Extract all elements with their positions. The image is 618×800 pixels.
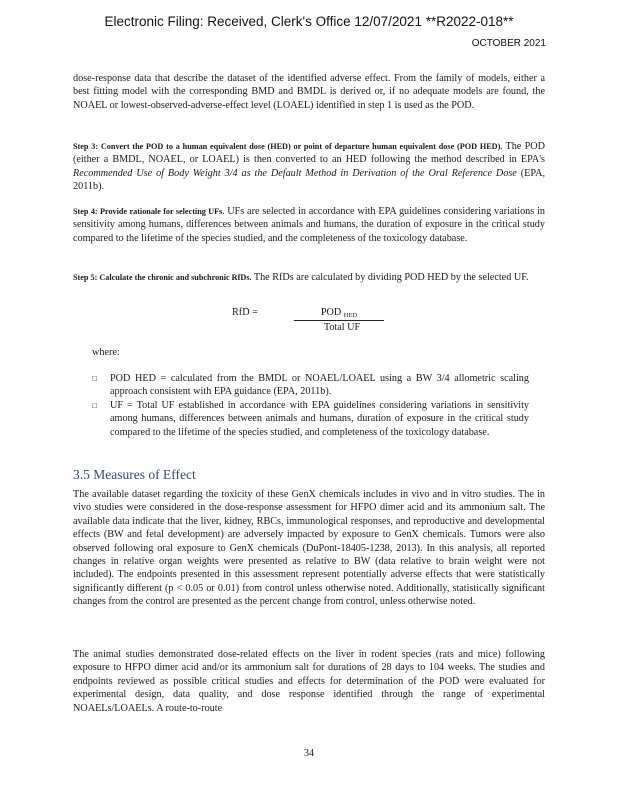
step-3: [73, 140, 545, 194]
list-item: □ UF = Total UF established in accordance with EPA guidelines considering variations in sensitivity among humans, differences between animals and humans, duration of exposure in the critical study compared to the lifetime of the species studied, and completeness of the toxicology database.: [92, 399, 529, 438]
page-number: 34: [304, 748, 314, 759]
document-date: OCTOBER 2021: [471, 38, 546, 49]
section-paragraph-1: The available dataset regarding the toxicity of these GenX chemicals includes in vivo and in vitro studies. The in vivo studies were considered in the dose-response assessment for HFPO dimer acid and its ammonium salt. The available data indicate that the liver, kidney, RBCs, immunological responses, and reproductive and developmental effects (BW and fetal development) are adversely impacted by exposure to GenX chemicals. Tumors were also observed following oral exposure to GenX chemicals (DuPont-18405-1238, 2013). In this analysis, all reported changes in relative organ weights were presented as relative to BW (data relative to brain weight were not included). The endpoints presented in this assessment represent potentially adverse effects that were statistically significantly different (p < 0.05 or 0.01) from control unless otherwise noted. Additionally, statistically significant changes from the control are presented as the percent change from control, unless otherwise noted.: [73, 489, 545, 608]
rfd-formula: [232, 307, 361, 333]
definition-list: [92, 372, 529, 439]
intro-text: dose-response data that describe the dataset of the identified adverse effect. From the family of models, either a best fitting model with the corresponding BMD and BMDL is derived or, if no adequate models are found, the NOAEL or lowest-observed-adverse-effect level (LOAEL) identified in step 1 is used as the POD.: [73, 73, 545, 111]
bullet-box-icon: □: [92, 400, 97, 410]
formula-lhs: RfD =: [232, 307, 258, 318]
where-label: where:: [92, 347, 120, 358]
step-4-label: Step 4: Provide rationale for selecting UFs.: [73, 207, 225, 216]
step-5-text: The RfDs are calculated by dividing POD HED by the selected UF.: [253, 272, 529, 283]
intro-paragraph: [73, 72, 545, 112]
step-3-text-a: The POD (either a BMDL, NOAEL, or LOAEL) is then converted to an HED following the method described in EPA's: [73, 141, 546, 166]
filing-header: Electronic Filing: Received, Clerk's Office 12/07/2021 **R2022-018**: [104, 14, 514, 29]
formula-numerator-subscript: HED: [343, 312, 358, 319]
bullet-box-icon: □: [92, 374, 97, 383]
step-3-reference-title: Recommended Use of Body Weight 3/4 as the Default Method in Derivation of the Oral Reference Dose: [73, 167, 517, 179]
step-5-label: Step 5: Calculate the chronic and subchronic RfDs.: [73, 273, 252, 282]
step-4-text: UFs are selected in accordance with EPA guidelines considering variations in sensitivity among humans, differences between animals and humans, the duration of exposure in the critical study compared to the lifetime of the species studied, and the completeness of the toxicology database.: [73, 206, 546, 244]
formula-numerator: POD $_{HED}$: [294, 307, 384, 321]
step-3-text-b: (EPA, 2011b).: [73, 167, 545, 193]
formula-denominator: Total UF: [323, 322, 361, 333]
step-3-label: Step 3: Convert the POD to a human equivalent dose (HED) or point of departure human equivalent dose (POD HED).: [73, 142, 503, 151]
step-5: [73, 271, 545, 284]
step-4: [73, 205, 545, 245]
section-title: 3.5 Measures of Effect: [73, 467, 196, 482]
list-item: □ POD HED = calculated from the BMDL or NOAEL/LOAEL using a BW 3/4 allometric scaling approach consistent with EPA guidance (EPA, 2011b).: [92, 373, 529, 398]
section-paragraph-2: The animal studies demonstrated dose-related effects on the liver in rodent species (rats and mice) following exposure to HFPO dimer acid and/or its ammonium salt for durations of 28 days to 104 weeks. The studies and endpoints reviewed as possible critical studies and effects for determination of the POD were evaluated for experimental design, data quality, and dose response identified through the range of experimental NOAELs/LOAELs. A route-to-route: [73, 649, 545, 714]
